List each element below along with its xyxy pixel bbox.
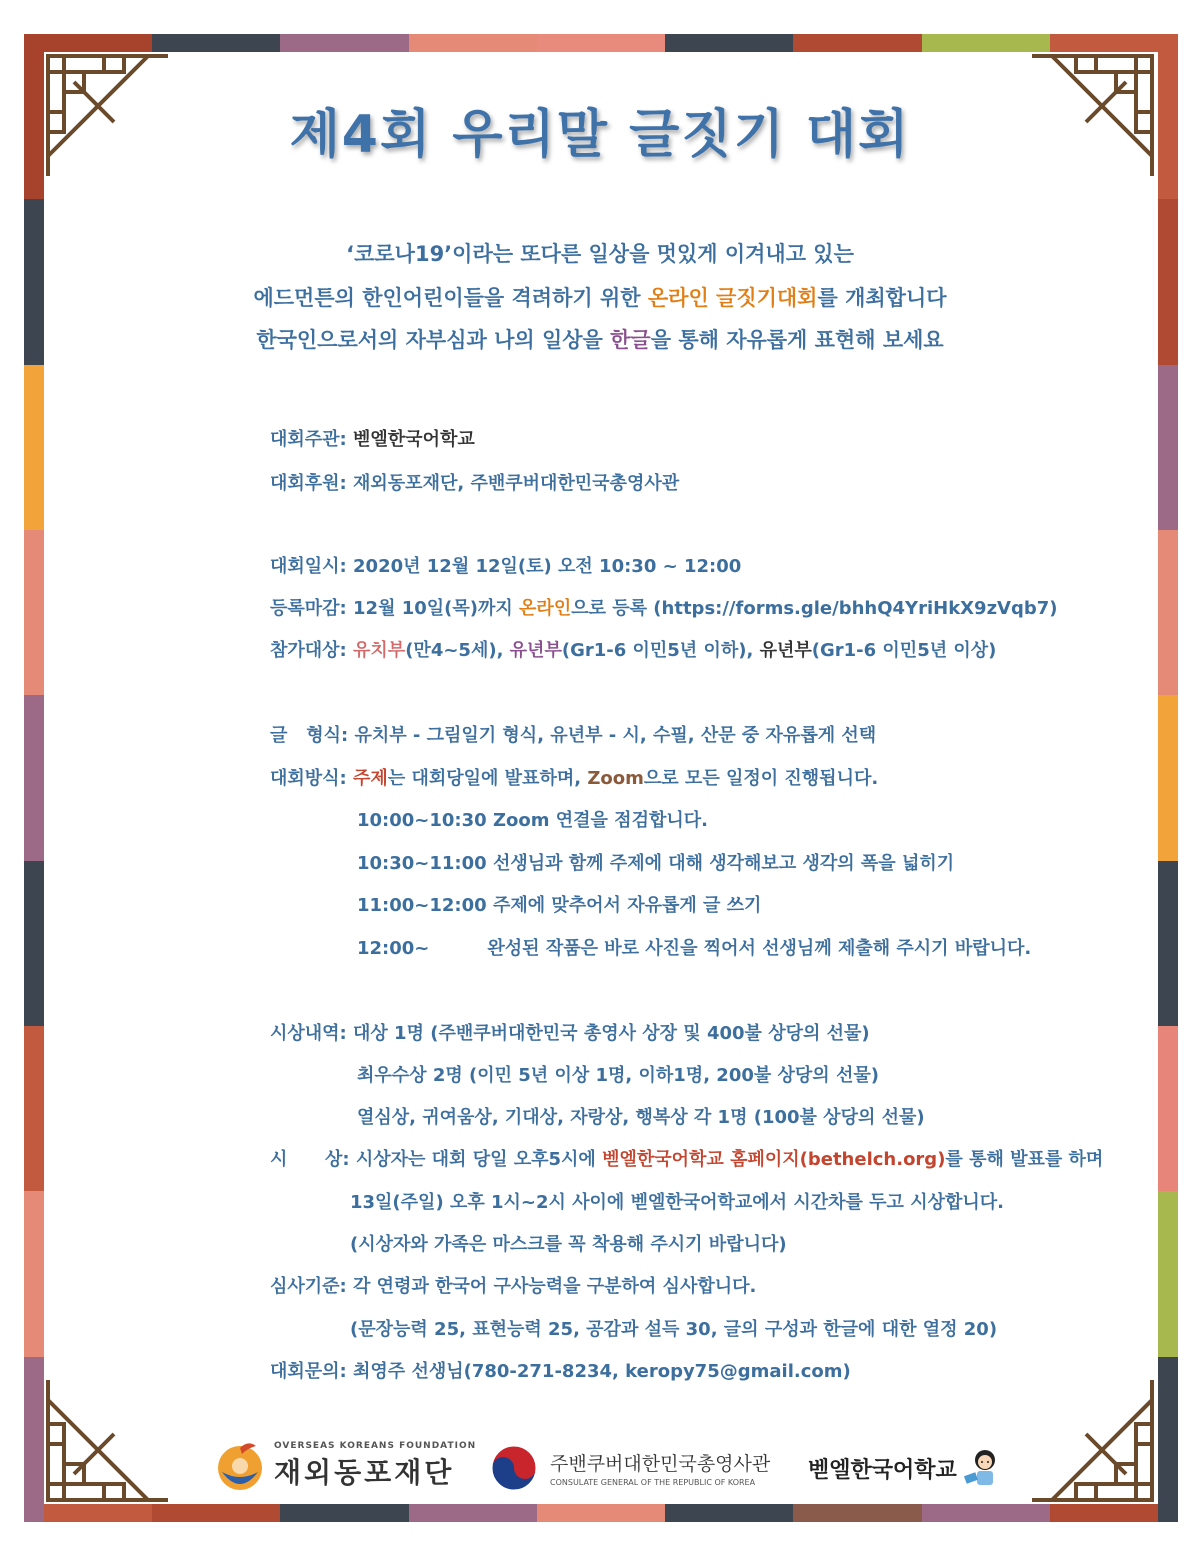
intro-line-1: ‘코로나19’이라는 또다른 일상을 멋있게 이겨내고 있는 [346,242,854,266]
intro-highlight-hangul: 한글 [610,328,651,352]
intro-line-2 [0,282,1200,312]
target-kindergarten: 유치부 [353,640,406,661]
prize-1: 대상 1명 (주밴쿠버대한민국 총영사 상장 및 400불 상당의 선물) [346,1023,870,1044]
okf-english-name: OVERSEAS KOREANS FOUNDATION [274,1441,477,1451]
registration-label: 등록마감: [270,598,347,619]
host-row [270,425,475,451]
target-elementary-b: 유년부 [759,640,812,661]
schedule-4-time: 12:00~ [357,938,430,959]
judge-label: 심사기준: [270,1276,347,1297]
target-label: 참가대상: [270,640,347,661]
footer-logos [0,1430,1200,1510]
method-row [270,764,878,790]
date-label: 대회일시: [270,556,347,577]
registration-link[interactable]: 으로 등록 (https://forms.gle/bhhQ4YriHkX9zVqb7) [571,598,1058,619]
intro-line-3-post: 을 통해 자유롭게 표현해 보세요 [650,328,944,352]
target-elementary-a-detail: (Gr1-6 이민5년 이하), [561,640,760,661]
children-mascot-icon [961,1444,1009,1492]
schedule-3: 11:00~12:00 주제에 맞추어서 자유롭게 글 쓰기 [357,895,762,916]
format-label: 글 형식: [270,725,349,746]
registration-pre: 12월 10일(목)까지 [346,598,520,619]
award-row [270,1145,1103,1171]
format-row [270,721,876,747]
frame-top [24,34,1178,52]
sponsor-label: 대회후원: [270,473,347,494]
contact-label: 대회문의: [270,1361,347,1382]
award-2: 13일(주일) 오후 1시~2시 사이에 벧엘한국어학교에서 시간차를 두고 시상합니다. [350,1192,1004,1213]
judge-2: (문장능력 25, 표현능력 25, 공감과 설득 30, 글의 구성과 한글에 대한 열정 20) [350,1319,998,1340]
page-title: 제4회 우리말 글짓기 대회 [289,105,911,165]
award-homepage[interactable]: 벧엘한국어학교 홈페이지(bethelch.org) [602,1149,946,1170]
award-pre: 시상자는 대회 당일 오후5시에 [349,1149,603,1170]
target-elementary-a: 유년부 [509,640,562,661]
contact-row [270,1357,851,1383]
format-value: 유치부 - 그림일기 형식, 유년부 - 시, 수필, 산문 중 자유롭게 선택 [348,725,877,746]
schedule-1: 10:00~10:30 Zoom 연결을 점검합니다. [357,810,708,831]
school-name: 벧엘한국어학교 [808,1457,957,1483]
judge-1: 각 연령과 한국어 구사능력을 구분하여 심사합니다. [346,1276,757,1297]
okf-emblem-icon [212,1438,268,1494]
date-value: 2020년 12월 12일(토) 오전 10:30 ~ 12:00 [346,556,742,577]
taegeuk-emblem-icon [488,1442,540,1494]
method-topic: 주제 [353,768,388,789]
schedule-4-text: 완성된 작품은 바로 사진을 찍어서 선생님께 제출해 주시기 바랍니다. [487,938,1032,959]
prize-3: 열심상, 귀여움상, 기대상, 자랑상, 행복상 각 1명 (100불 상당의 선물) [357,1107,925,1128]
consulate-english-name: CONSULATE GENERAL OF THE REPUBLIC OF KOREA [550,1478,756,1487]
intro-line-3-pre: 한국인으로서의 자부심과 나의 일상을 [256,328,611,352]
method-post: 으로 모든 일정이 진행됩니다. [643,768,879,789]
judge-row [270,1272,756,1298]
method-label: 대회방식: [270,768,347,789]
prize-row [270,1019,870,1045]
registration-row [270,594,1058,620]
intro-highlight-online: 온라인 글짓기대회 [647,286,818,310]
award-3: (시상자와 가족은 마스크를 꼭 착용해 주시기 바랍니다) [350,1234,787,1255]
registration-online: 온라인 [519,598,572,619]
target-kindergarten-detail: (만4~5세), [405,640,510,661]
host-value: 벧엘한국어학교 [346,429,475,450]
method-zoom: Zoom [587,768,644,789]
consulate-logo [488,1442,770,1494]
sponsor-row [270,469,679,495]
okf-korean-name: 재외동포재단 [274,1456,455,1489]
prize-label: 시상내역: [270,1023,347,1044]
prize-2: 최우수상 2명 (이민 5년 이상 1명, 이하1명, 200불 상당의 선물) [357,1065,879,1086]
schedule-2: 10:30~11:00 선생님과 함께 주제에 대해 생각해보고 생각의 폭을 넓히기 [357,853,955,874]
award-post: 를 통해 발표를 하며 [945,1149,1104,1170]
sponsor-value: 재외동포재단, 주밴쿠버대한민국총영사관 [346,473,680,494]
award-label: 시 상: [270,1149,350,1170]
intro-line-3 [0,324,1200,354]
target-elementary-b-detail: (Gr1-6 이민5년 이상) [811,640,997,661]
intro-line-2-post: 를 개최합니다 [817,286,947,310]
method-mid: 는 대회당일에 발표하며, [387,768,588,789]
consulate-korean-name: 주밴쿠버대한민국총영사관 [550,1453,771,1475]
schedule-4 [357,934,1031,960]
host-label: 대회주관: [270,429,347,450]
date-row [270,552,741,578]
contact-value: 최영주 선생님(780-271-8234, keropy75@gmail.com) [346,1361,851,1382]
intro-line-2-pre: 에드먼튼의 한인어린이들을 격려하기 위한 [253,286,648,310]
okf-logo [212,1438,476,1494]
target-row [270,636,996,662]
school-logo [808,1444,1009,1492]
